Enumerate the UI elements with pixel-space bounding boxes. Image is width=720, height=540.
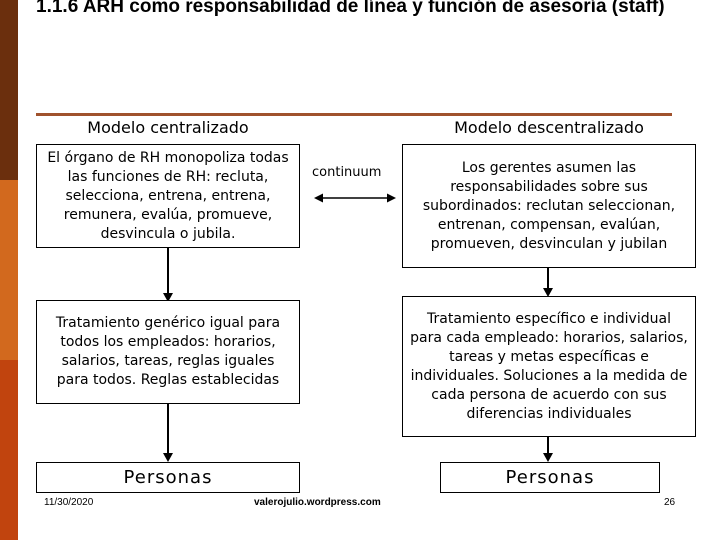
- right-arrow-2-shaft: [547, 437, 549, 454]
- left-arrow-2-shaft: [167, 404, 169, 454]
- left-treatment-text: Tratamiento genérico igual para todos los empleados: horarios, salarios, tareas, reglas iguales para todos. Reglas establecidas: [55, 315, 281, 388]
- left-heading: Modelo centralizado: [87, 118, 249, 137]
- left-personas-box: [36, 462, 300, 493]
- left-description-text: El órgano de RH monopoliza todas las funciones de RH: recluta, selecciona, entrena, entrena, remunera, evalúa, promueve, desvincula o jubila.: [47, 149, 289, 242]
- right-personas-label: Personas: [505, 467, 595, 488]
- sidebar-band-middle: [0, 180, 18, 360]
- right-treatment-box: [402, 296, 696, 437]
- right-description-box: [402, 144, 696, 268]
- right-personas-box: [440, 462, 660, 493]
- continuum-double-arrow: [314, 190, 396, 206]
- footer-page-number: 26: [664, 497, 676, 508]
- right-treatment-text: Tratamiento específico e individual para cada empleado: horarios, salarios, tareas y metas específicas e individuales. Soluciones a la medida de cada persona de acuerdo con sus diferencias individuales: [410, 310, 688, 422]
- left-arrow-1-shaft: [167, 248, 169, 294]
- left-treatment-box: [36, 300, 300, 404]
- sidebar-band-top: [0, 0, 18, 180]
- footer-date: 11/30/2020: [44, 497, 94, 508]
- right-description-text: Los gerentes asumen las responsabilidades sobre sus subordinados: reclutan seleccionan, entrenan, compensan, evalúan, promueven, desvinculan y jubilan: [422, 159, 676, 252]
- slide-title: 1.1.6 ARH como responsabilidad de línea y función de asesoría (staff): [36, 0, 665, 17]
- right-arrow-1-shaft: [547, 268, 549, 289]
- sidebar-band-bottom: [0, 360, 18, 540]
- left-arrow-2-head: [163, 453, 173, 462]
- right-heading: Modelo descentralizado: [454, 118, 644, 137]
- left-personas-label: Personas: [123, 467, 213, 488]
- left-description-box: [36, 144, 300, 248]
- title-rule: [36, 113, 672, 116]
- sidebar-band: [0, 0, 18, 540]
- footer-site: valerojulio.wordpress.com: [254, 497, 381, 508]
- right-arrow-2-head: [543, 453, 553, 462]
- continuum-label: continuum: [312, 165, 382, 180]
